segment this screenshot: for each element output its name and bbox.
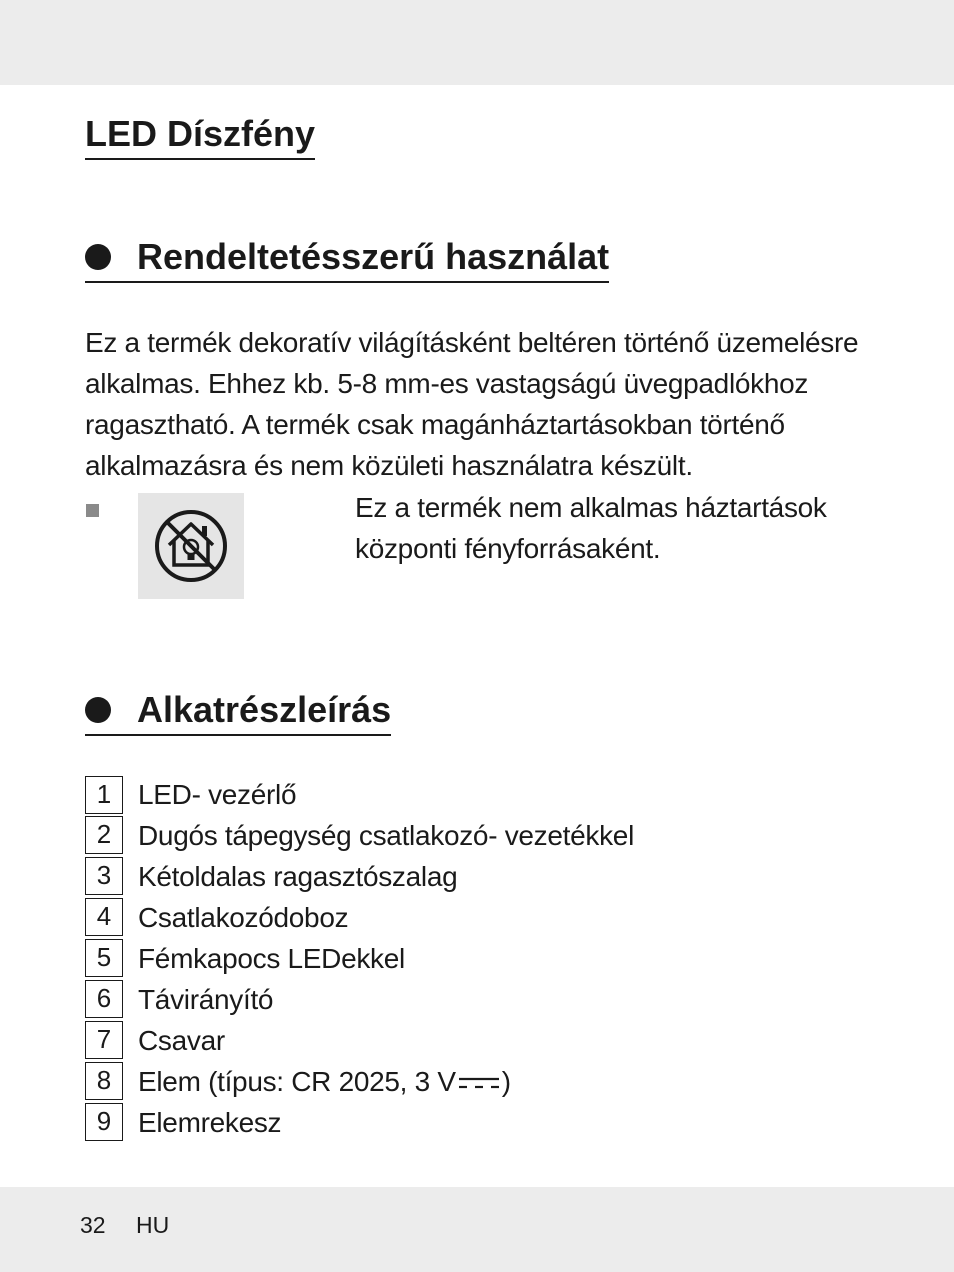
section-heading-parts <box>85 688 391 736</box>
part-label: Távirányító <box>138 983 274 1015</box>
part-label-text: Elem (típus: CR 2025, 3 V <box>138 1065 456 1097</box>
part-number-box: 3 <box>85 857 123 895</box>
list-item <box>85 1102 634 1143</box>
dc-current-icon <box>458 1075 500 1091</box>
part-label: Elemrekesz <box>138 1106 282 1138</box>
section-heading-text: Rendeltetésszerű használat <box>137 236 610 277</box>
list-item <box>85 938 634 979</box>
part-label: Csavar <box>138 1024 225 1056</box>
list-item <box>85 897 634 938</box>
bullet-dot-icon <box>85 244 111 270</box>
list-item <box>85 774 634 815</box>
list-item <box>85 856 634 897</box>
list-item <box>85 815 634 856</box>
part-number-box: 8 <box>85 1062 123 1100</box>
square-bullet-icon <box>86 504 99 517</box>
list-item <box>85 1020 634 1061</box>
no-household-lighting-icon <box>138 493 244 599</box>
part-number-box: 5 <box>85 939 123 977</box>
page-number: 32 <box>80 1212 106 1238</box>
bullet-dot-icon <box>85 697 111 723</box>
part-label-suffix: ) <box>501 1065 511 1097</box>
part-number-box: 2 <box>85 816 123 854</box>
parts-list <box>85 774 634 1143</box>
section-heading-intended-use <box>85 235 609 283</box>
part-number-box: 9 <box>85 1103 123 1141</box>
part-number-box: 7 <box>85 1021 123 1059</box>
part-number-box: 4 <box>85 898 123 936</box>
list-item <box>85 1061 634 1102</box>
part-label-battery <box>138 1066 511 1098</box>
part-number-box: 1 <box>85 776 123 814</box>
section-heading-text: Alkatrészleírás <box>137 689 392 730</box>
intended-use-paragraph: Ez a termék dekoratív világításként beltéren történő üzemelésre alkalmas. Ehhez kb. 5-8 mm-es vastagságú üvegpadlókhoz ragasztható. A termék csak magánháztartásokban történő alkalmazásra és nem közületi használatra készült. <box>85 327 859 481</box>
document-title: LED Díszfény <box>85 112 315 160</box>
part-label: Kétoldalas ragasztószalag <box>138 860 458 892</box>
part-label: LED- vezérlő <box>138 778 297 810</box>
part-number-box: 6 <box>85 980 123 1018</box>
household-lighting-note: Ez a termék nem alkalmas háztartások központi fényforrásaként. <box>355 492 827 564</box>
part-label: Dugós tápegység csatlakozó- vezetékkel <box>138 819 634 851</box>
list-item <box>85 979 634 1020</box>
header-band <box>0 0 954 85</box>
language-code: HU <box>136 1212 170 1238</box>
part-label: Csatlakozódoboz <box>138 901 349 933</box>
part-label: Fémkapocs LEDekkel <box>138 942 405 974</box>
